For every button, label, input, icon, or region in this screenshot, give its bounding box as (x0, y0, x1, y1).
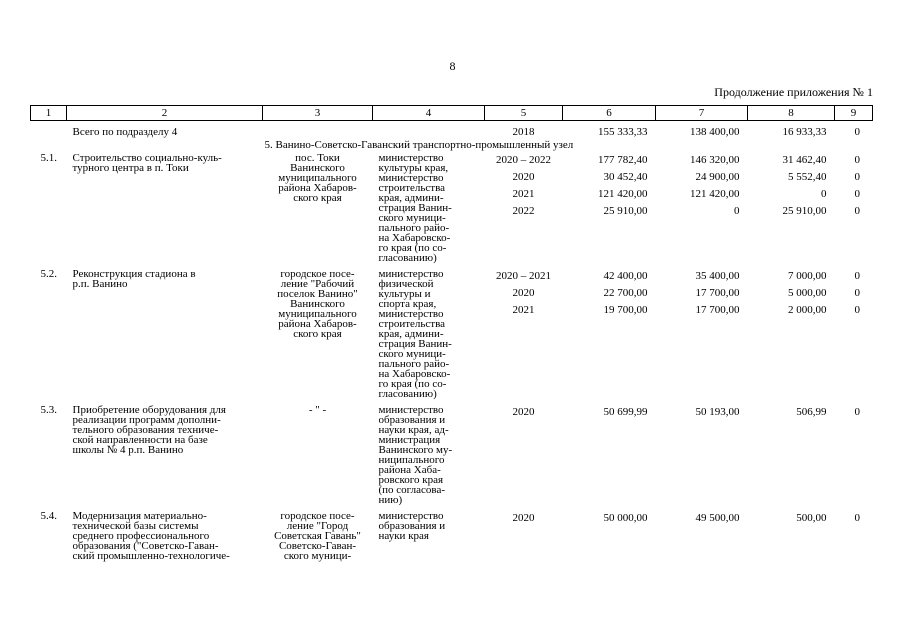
funding-federal (656, 511, 748, 561)
funding-other-value: 0 (854, 188, 860, 200)
header-row (31, 106, 873, 121)
funding-other-value: 0 (854, 154, 860, 166)
funding-federal-value: 35 400,00 (695, 270, 740, 282)
funding-regional-value: 25 910,00 (782, 205, 827, 217)
total-year: 2018 (512, 126, 535, 138)
section-row (31, 137, 873, 153)
total-label: Всего по подразделу 4 (72, 126, 178, 138)
executor: министерство образования и науки края (378, 510, 446, 542)
years-value: 2021 (512, 304, 535, 316)
funding-total-value: 50 699,99 (603, 406, 648, 418)
years-value: 2020 (512, 287, 535, 299)
years-value: 2022 (512, 205, 535, 217)
years (485, 153, 563, 263)
continuation-label: Продолжение приложения № 1 (714, 85, 873, 99)
funding-regional-value: 2 000,00 (788, 304, 827, 316)
funding-regional (748, 269, 835, 399)
funding-total (563, 269, 656, 399)
years-value: 2020 – 2021 (496, 270, 551, 282)
funding-regional-value: 5 000,00 (788, 287, 827, 299)
years-value: 2020 – 2022 (496, 154, 551, 166)
page-number: 8 (449, 59, 456, 73)
measure-name: Приобретение оборудования для реализации программ дополни- тельного образования техниче- ской направленности на базе школы № 4 р.п. Ванино (72, 404, 226, 456)
row-number: 5.1. (40, 152, 57, 164)
funding-regional-value: 506,99 (796, 406, 827, 418)
row-number: 5.3. (40, 404, 57, 416)
years-value: 2021 (512, 188, 535, 200)
row-number: 5.4. (40, 510, 57, 522)
funding-regional-value: 500,00 (796, 512, 827, 524)
total-v6: 155 333,33 (598, 126, 648, 138)
col-header: 7 (656, 106, 748, 121)
funding-other-value: 0 (854, 512, 860, 524)
funding-federal-value: 121 420,00 (690, 188, 740, 200)
col-header: 1 (31, 106, 67, 121)
funding-other (835, 405, 873, 505)
row-number: 5.2. (40, 268, 57, 280)
funding-other-value: 0 (854, 304, 860, 316)
funding-federal (656, 153, 748, 263)
measure-name: Строительство социально-куль- турного центра в п. Токи (72, 152, 222, 174)
section-title: 5. Ванино-Советско-Гаванский транспортно-промышленный узел (264, 139, 574, 151)
total-v7: 138 400,00 (690, 126, 740, 138)
table-row (31, 511, 873, 561)
measure-name: Реконструкция стадиона в р.п. Ванино (72, 268, 196, 290)
years-value: 2020 (512, 406, 535, 418)
funding-federal-value: 49 500,00 (695, 512, 740, 524)
funding-other-value: 0 (854, 171, 860, 183)
funding-federal (656, 405, 748, 505)
years-value: 2020 (512, 171, 535, 183)
table-row (31, 269, 873, 399)
funding-other-value: 0 (854, 406, 860, 418)
col-header: 5 (485, 106, 563, 121)
funding-total-value: 22 700,00 (603, 287, 648, 299)
funding-total (563, 405, 656, 505)
table-row (31, 405, 873, 505)
funding-regional (748, 153, 835, 263)
executor: министерство культуры края, министерство строительства края, админи- страция Ванин- ского муници- пального райо- на Хабаровско- го края (по со- гласованию) (378, 152, 452, 264)
funding-total-value: 30 452,40 (603, 171, 648, 183)
executor: министерство образования и науки края, ад- министрация Ванинского му- ниципального района Хаба- ровского края (по согласова- нию) (378, 404, 453, 506)
funding-other-value: 0 (854, 205, 860, 217)
years (485, 511, 563, 561)
years (485, 269, 563, 399)
funding-total-value: 121 420,00 (598, 188, 648, 200)
funding-federal (656, 269, 748, 399)
years-value: 2020 (512, 512, 535, 524)
funding-federal-value: 17 700,00 (695, 304, 740, 316)
funding-other (835, 153, 873, 263)
funding-other-value: 0 (854, 270, 860, 282)
location: городское посе- ление "Город Советская Гавань" Советско-Гаван- ского муници- (274, 510, 361, 562)
funding-total-value: 50 000,00 (603, 512, 648, 524)
funding-total-value: 42 400,00 (603, 270, 648, 282)
total-v9: 0 (854, 126, 860, 138)
funding-federal-value: 24 900,00 (695, 171, 740, 183)
funding-regional-value: 31 462,40 (782, 154, 827, 166)
years (485, 405, 563, 505)
location: - " - (308, 404, 327, 416)
location: городское посе- ление "Рабочий поселок Ванино" Ванинского муниципального района Хабаров- ского края (277, 268, 358, 340)
executor: министерство физической культуры и спорта края, министерство строительства края, админи- страция Ванин- ского муници- пального райо- на Хабаровско- го края (по со- гласованию) (378, 268, 452, 400)
funding-total-value: 19 700,00 (603, 304, 648, 316)
program-table (30, 105, 873, 561)
funding-total-value: 177 782,40 (598, 154, 648, 166)
col-header: 3 (263, 106, 373, 121)
col-header: 2 (67, 106, 263, 121)
total-v8: 16 933,33 (782, 126, 827, 138)
funding-other (835, 511, 873, 561)
col-header: 4 (373, 106, 485, 121)
measure-name: Модернизация материально- технической базы системы среднего профессионального образования ("Советско-Гаван- ский промышленно-технологиче- (72, 510, 230, 562)
location: пос. Токи Ванинского муниципального района Хабаров- ского края (278, 152, 357, 204)
funding-federal-value: 17 700,00 (695, 287, 740, 299)
table-row (31, 153, 873, 263)
col-header: 6 (563, 106, 656, 121)
funding-federal-value: 146 320,00 (690, 154, 740, 166)
funding-regional (748, 511, 835, 561)
funding-regional (748, 405, 835, 505)
funding-federal-value: 50 193,00 (695, 406, 740, 418)
funding-federal-value: 0 (734, 205, 740, 217)
col-header: 8 (748, 106, 835, 121)
funding-total (563, 511, 656, 561)
funding-regional-value: 5 552,40 (788, 171, 827, 183)
total-row (31, 127, 873, 137)
funding-total-value: 25 910,00 (603, 205, 648, 217)
funding-other (835, 269, 873, 399)
col-header: 9 (835, 106, 873, 121)
funding-regional-value: 7 000,00 (788, 270, 827, 282)
funding-total (563, 153, 656, 263)
funding-other-value: 0 (854, 287, 860, 299)
funding-regional-value: 0 (821, 188, 827, 200)
